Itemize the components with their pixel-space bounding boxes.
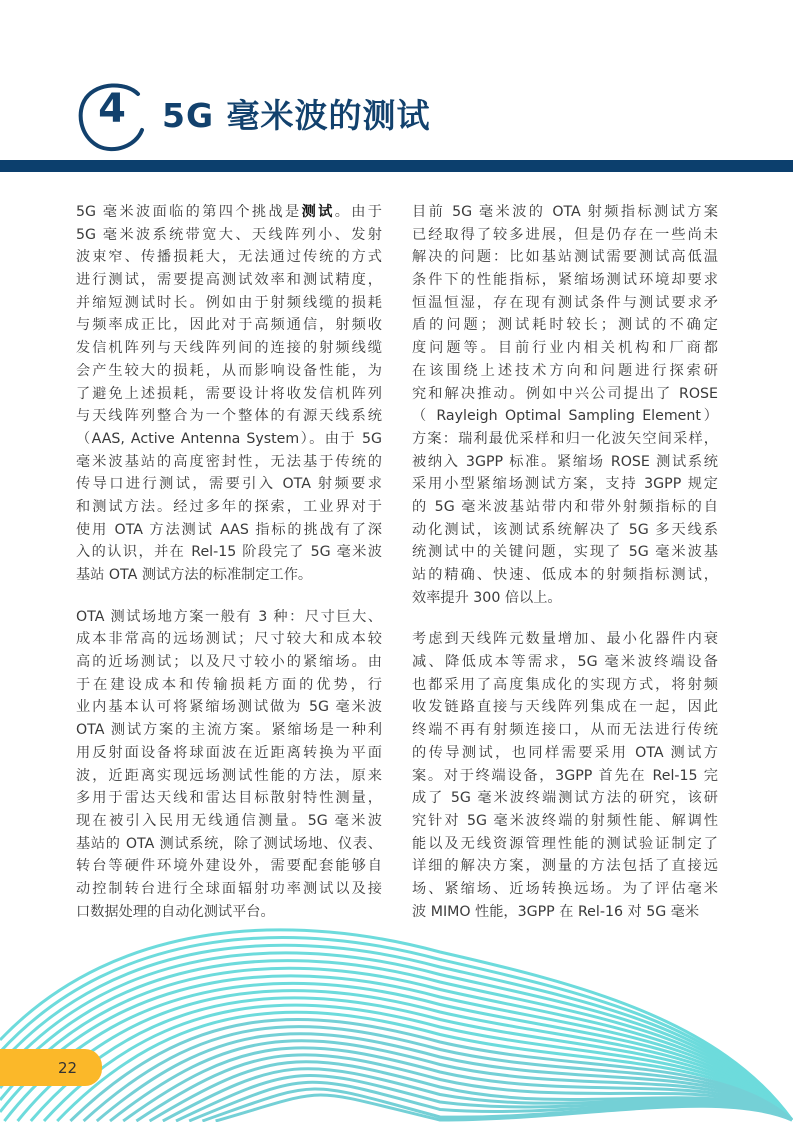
text-line: 收发链路直接与天线阵列集成在一起，因此 bbox=[412, 699, 718, 716]
text-line: 毫米波基站的高度密封性，无法基于传统的 bbox=[76, 453, 382, 470]
text-line: 现在被引入民用无线通信测量。5G 毫米波 bbox=[76, 812, 382, 829]
text-line: 并缩短测试时长。例如由于射频线缆的损耗 bbox=[76, 294, 382, 311]
text-line: 基站的 OTA 测试系统，除了测试场地、仪表、 bbox=[76, 835, 382, 852]
text-line: 也都采用了高度集成化的实现方式，将射频 bbox=[412, 676, 718, 693]
text-line: 方案：瑞利最优采样和归一化波矢空间采样， bbox=[412, 430, 718, 447]
text-line: 用反射面设备将球面波在近距离转换为平面 bbox=[76, 744, 382, 761]
text-line: 和测试方法。经过多年的探索，工业界对于 bbox=[76, 498, 382, 515]
left-paragraph-1 bbox=[76, 201, 382, 587]
text-line: 波 MIMO 性能，3GPP 在 Rel-16 对 5G 毫米 bbox=[412, 903, 700, 920]
text-line: 目前 5G 毫米波的 OTA 射频指标测试方案 bbox=[412, 204, 718, 220]
right-paragraph-2 bbox=[412, 628, 718, 923]
text-line: 恒温恒湿，存在现有测试条件与测试要求矛 bbox=[412, 294, 718, 311]
text-line: 使用 OTA 方法测试 AAS 指标的挑战有了深 bbox=[76, 521, 382, 538]
wave-line bbox=[0, 961, 792, 1120]
text-line: 发信机阵列与天线阵列间的连接的射频线缆 bbox=[76, 340, 382, 357]
text-line: 波，近距离实现远场测试性能的方法，原来 bbox=[76, 767, 382, 784]
text-line: 减、降低成本等需求，5G 毫米波终端设备 bbox=[412, 654, 718, 671]
text-line: （ Rayleigh Optimal Sampling Element） bbox=[412, 408, 718, 425]
text-line: 传导口进行测试，需要引入 OTA 射频要求 bbox=[76, 476, 382, 493]
text-line: 详细的解决方案，测量的方法包括了直接远 bbox=[412, 858, 718, 875]
page-title: 5G 毫米波的测试 bbox=[162, 96, 431, 135]
text-line: 解决的问题：比如基站测试需要测试高低温 bbox=[412, 249, 718, 266]
right-paragraph-1 bbox=[412, 201, 718, 609]
text-line: 于在建设成本和传输损耗方面的优势，行 bbox=[76, 676, 382, 693]
text-line: 究针对 5G 毫米波终端的射频性能、解调性 bbox=[412, 812, 718, 829]
text-line: 采用小型紧缩场测试方案，支持 3GPP 规定 bbox=[412, 476, 718, 493]
text-line: 能以及无线资源管理性能的测试验证制定了 bbox=[412, 835, 718, 852]
text-line: 与频率成正比，因此对于高频通信，射频收 bbox=[76, 317, 382, 334]
text-line: 与天线阵列整合为一个整体的有源天线系统 bbox=[76, 408, 382, 425]
left-paragraph-2 bbox=[76, 606, 382, 924]
text-span: 5G 毫米波面临的第四个挑战是 bbox=[76, 204, 302, 220]
text-line: 站的精确、快速、低成本的射频指标测试， bbox=[412, 567, 718, 583]
text-line: OTA 测试场地方案一般有 3 种：尺寸巨大、 bbox=[76, 608, 382, 625]
text-line: 盾的问题；测试耗时较长；测试的不确定 bbox=[412, 317, 718, 334]
text-line: 业内基本认可将紧缩场测试做为 5G 毫米波 bbox=[76, 699, 382, 716]
text-line: 会产生较大的损耗，从而影响设备性能，为 bbox=[76, 362, 382, 379]
text-line: 波束窄、传播损耗大，无法通过传统的方式 bbox=[76, 249, 382, 266]
text-line: 的 5G 毫米波基站带内和带外射频指标的自 bbox=[412, 498, 718, 515]
text-line: （AAS, Active Antenna System）。由于 5G bbox=[76, 430, 382, 447]
text-span: 。由于 bbox=[334, 204, 382, 220]
text-line: 成本非常高的远场测试；尺寸较大和成本较 bbox=[76, 631, 382, 648]
text-line: 已经取得了较多进展，但是仍存在一些尚未 bbox=[412, 226, 718, 243]
text-line: 考虑到天线阵元数量增加、最小化器件内衰 bbox=[412, 631, 718, 648]
text-line: 究和解决推动。例如中兴公司提出了 ROSE bbox=[412, 385, 718, 402]
text-line: 动控制转台进行全球面辐射功率测试以及接 bbox=[76, 880, 382, 897]
text-line: 终端不再有射频连接口，从而无法进行传统 bbox=[412, 722, 718, 739]
text-line: 动化测试，该测试系统解决了 5G 多天线系 bbox=[412, 521, 718, 538]
text-line: 了避免上述损耗，需要设计将收发信机阵列 bbox=[76, 385, 382, 402]
chapter-number: 4 bbox=[98, 86, 126, 132]
text-line: 基站 OTA 测试方法的标准制定工作。 bbox=[76, 567, 313, 583]
text-line: 在该围绕上述技术方向和问题进行探索研 bbox=[412, 362, 718, 379]
text-line: OTA 测试方案的主流方案。紧缩场是一种利 bbox=[76, 722, 382, 739]
text-line bbox=[76, 201, 382, 224]
text-line: 统测试中的关键问题，实现了 5G 毫米波基 bbox=[412, 544, 718, 561]
text-line: 度问题等。目前行业内相关机构和厂商都 bbox=[412, 340, 718, 357]
page-number: 22 bbox=[58, 1059, 78, 1077]
text-line: 的传导测试，也同样需要采用 OTA 测试方 bbox=[412, 744, 718, 761]
text-line: 转台等硬件环境外建设外，需要配套能够自 bbox=[76, 858, 382, 875]
text-line: 口数据处理的自动化测试平台。 bbox=[76, 903, 275, 920]
text-line: 高的近场测试；以及尺寸较小的紧缩场。由 bbox=[76, 654, 382, 671]
bold-keyword: 测试 bbox=[301, 204, 335, 220]
text-line: 场、紧缩场、近场转换远场。为了评估毫米 bbox=[412, 880, 718, 897]
right-column bbox=[412, 201, 718, 942]
text-line: 进行测试，需要提高测试效率和测试精度， bbox=[76, 272, 382, 289]
text-line: 案。对于终端设备，3GPP 首先在 Rel-15 完 bbox=[412, 767, 718, 784]
text-line: 被纳入 3GPP 标准。紧缩场 ROSE 测试系统 bbox=[412, 453, 718, 470]
text-line: 效率提升 300 倍以上。 bbox=[412, 589, 562, 606]
text-line: 成了 5G 毫米波终端测试方法的研究，该研 bbox=[412, 790, 718, 807]
header-divider-bar bbox=[0, 160, 793, 172]
page-number-tab bbox=[0, 1049, 102, 1086]
text-line: 入的认识，并在 Rel-15 阶段完了 5G 毫米波 bbox=[76, 544, 382, 561]
text-line: 多用于雷达天线和雷达目标散射特性测量， bbox=[76, 790, 382, 807]
text-line: 条件下的性能指标，紧缩场测试环境却要求 bbox=[412, 272, 718, 289]
left-column bbox=[76, 201, 382, 942]
text-line: 5G 毫米波系统带宽大、天线阵列小、发射 bbox=[76, 226, 382, 243]
